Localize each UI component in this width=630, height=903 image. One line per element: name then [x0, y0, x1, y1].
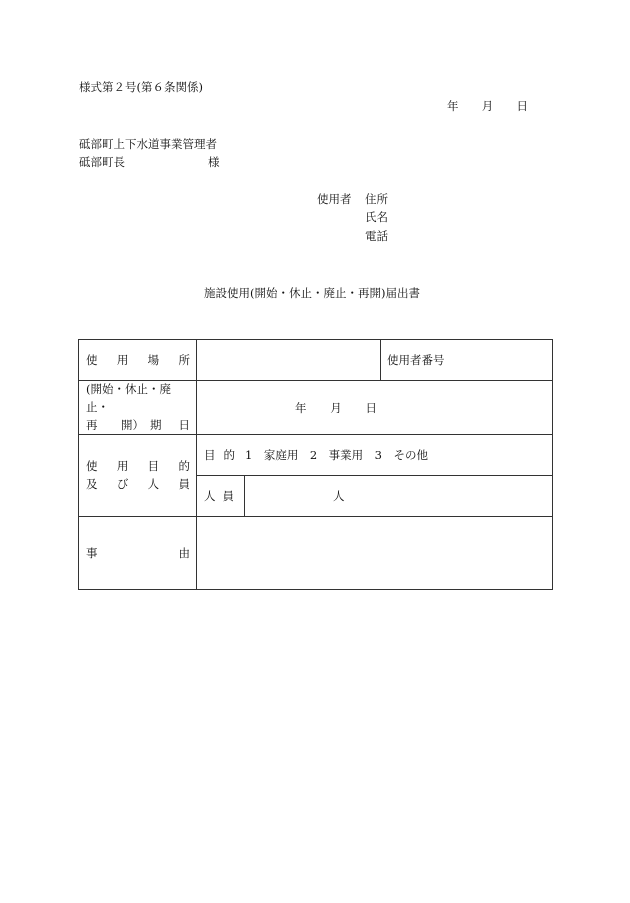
- location-label: 使 用 場 所: [79, 340, 197, 381]
- period-label: (開始・休止・廃止・ 再 開） 期 日: [79, 381, 197, 435]
- addressee-line1: 砥部町上下水道事業管理者: [79, 137, 217, 151]
- purpose-row[interactable]: [197, 435, 553, 476]
- period-day: 日: [365, 400, 377, 415]
- purpose-options[interactable]: 1 家庭用 2 事業用 3 その他: [245, 448, 428, 463]
- date-year: 年: [447, 99, 459, 113]
- persons-field[interactable]: [245, 476, 553, 517]
- addressee-line2: 砥部町長: [79, 155, 125, 169]
- form-number: 様式第２号(第６条関係): [79, 80, 203, 94]
- date-day: 日: [516, 99, 528, 113]
- period-month: 月: [330, 400, 342, 415]
- applicant-label: 使用者: [317, 192, 352, 206]
- document-title: 施設使用(開始・休止・廃止・再開)届出書: [204, 286, 420, 300]
- period-year: 年: [295, 400, 307, 415]
- applicant-address-label: 住所: [365, 192, 388, 206]
- persons-sub-label: 人 員: [197, 476, 245, 517]
- persons-unit: 人: [333, 489, 345, 504]
- purpose-persons-label: 使 用 目 的 及 び 人 員: [79, 435, 197, 517]
- period-date-field[interactable]: [197, 381, 553, 435]
- purpose-sub-label: 目 的: [204, 448, 235, 463]
- applicant-name-label: 氏名: [365, 210, 388, 224]
- applicant-phone-label: 電話: [365, 229, 388, 243]
- addressee-honorific: 様: [208, 155, 220, 169]
- reason-label: 事 由: [79, 517, 197, 590]
- notification-form-table: [78, 339, 553, 590]
- date-month: 月: [481, 99, 494, 113]
- location-field[interactable]: [197, 340, 381, 381]
- reason-field[interactable]: [197, 517, 553, 590]
- user-number-cell[interactable]: [381, 340, 553, 381]
- user-number-label: 使用者番号: [387, 353, 445, 367]
- date-line: [447, 101, 528, 113]
